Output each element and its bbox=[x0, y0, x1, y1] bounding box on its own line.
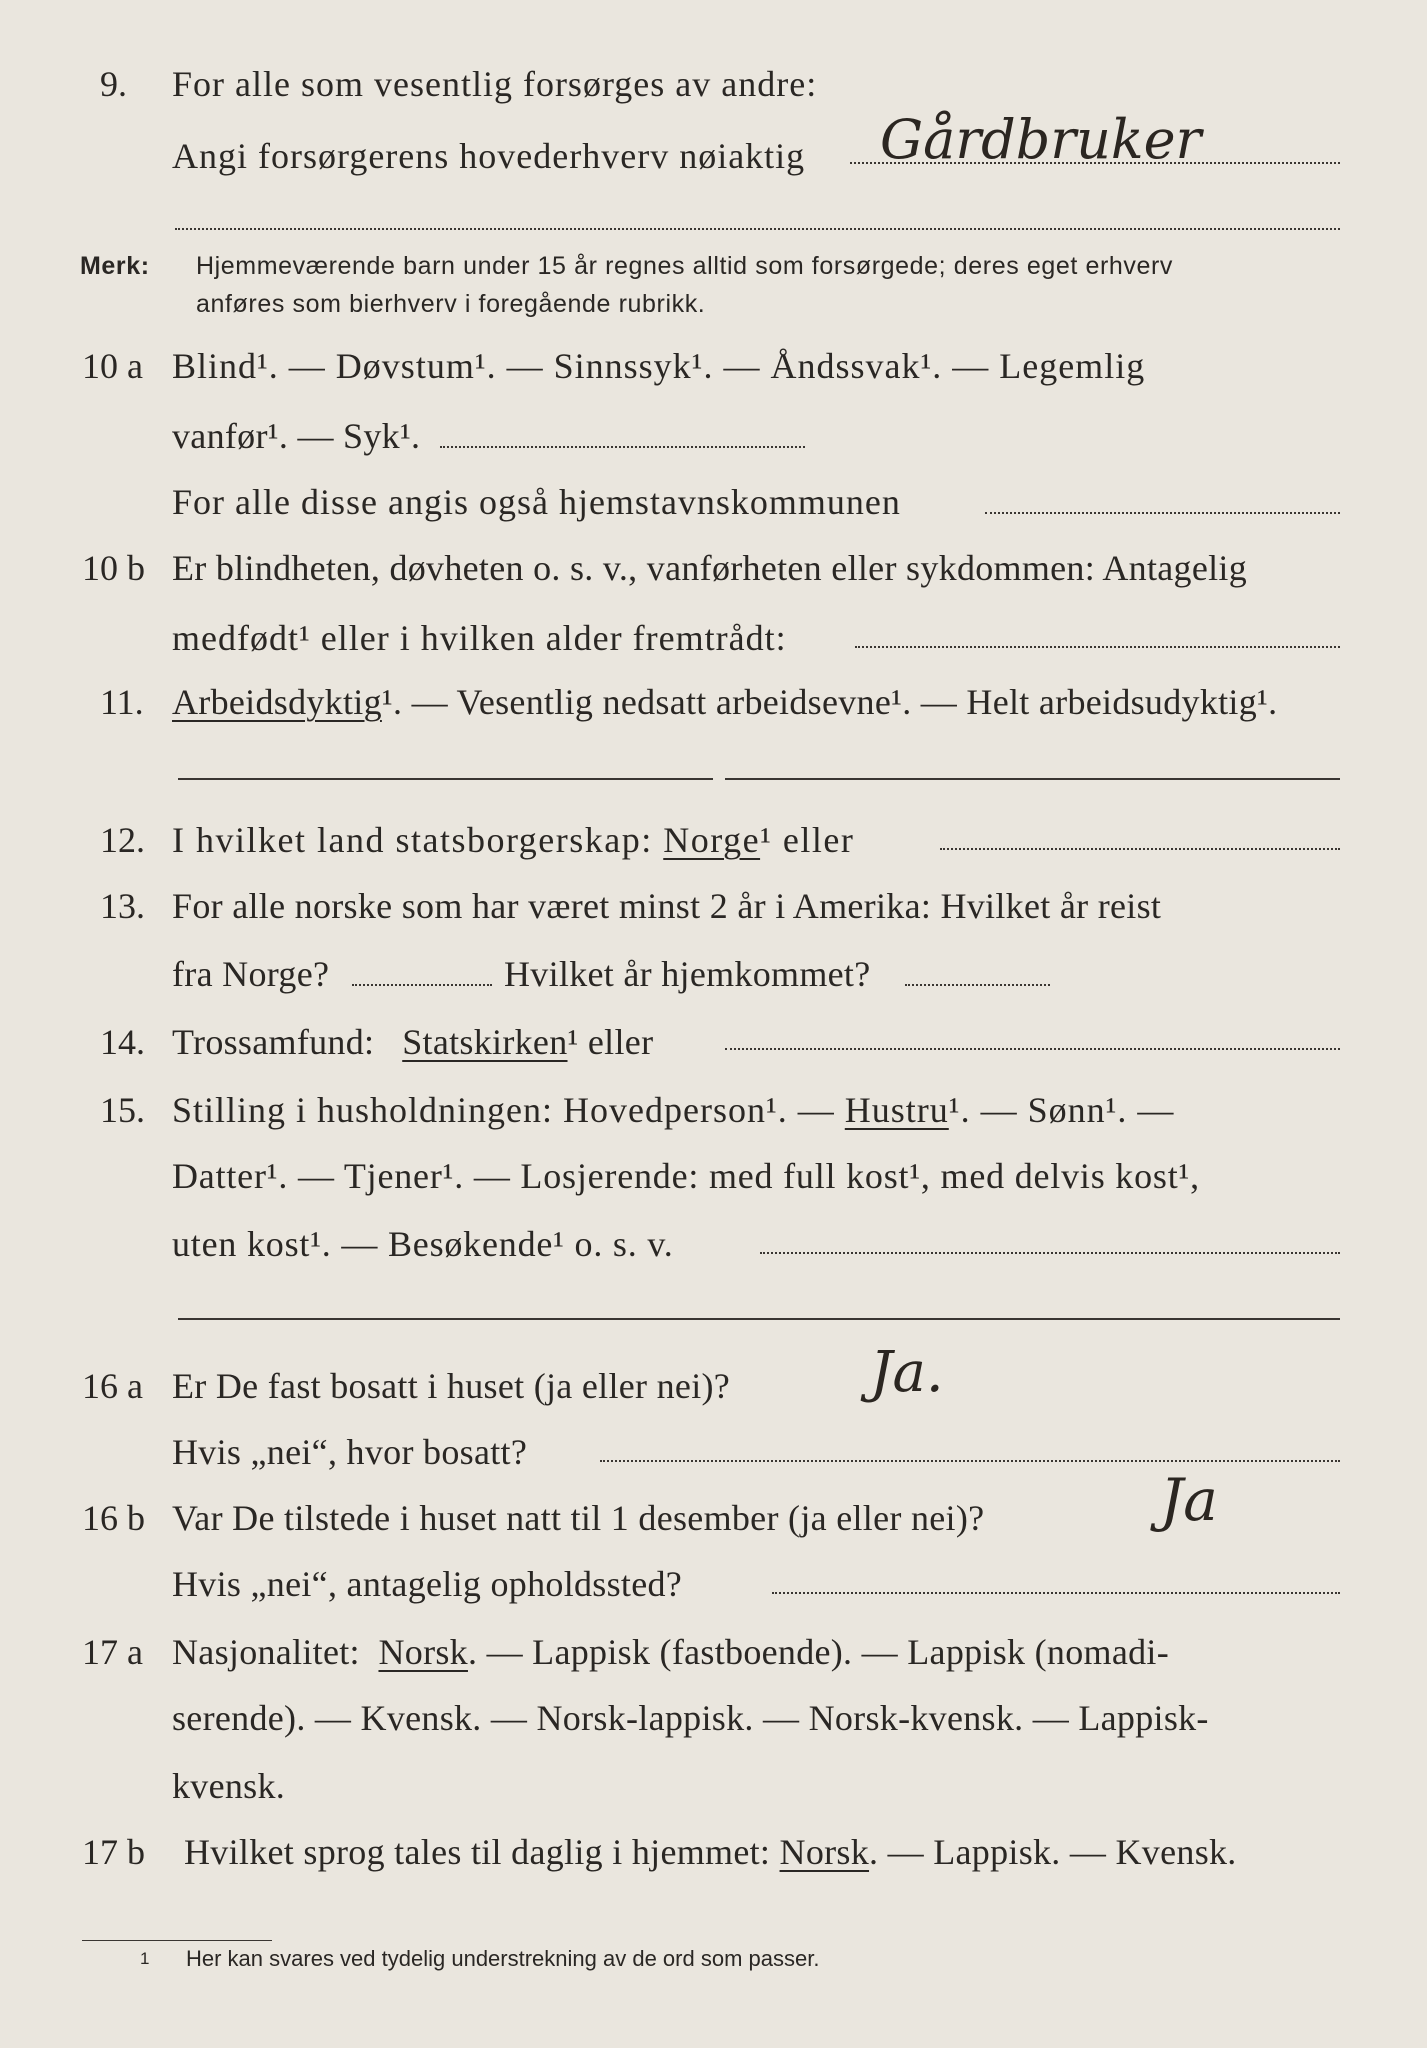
q17b-post: . — Lappisk. — Kvensk. bbox=[869, 1832, 1237, 1872]
q11-rule-right bbox=[725, 778, 1340, 780]
q10b-line2: medfødt¹ eller i hvilken alder fremtrådt: bbox=[172, 618, 787, 658]
q12-blank bbox=[940, 848, 1340, 850]
q17a-pre: Nasjonalitet: bbox=[172, 1632, 360, 1672]
q13-blank-hjemkommet bbox=[905, 984, 1050, 986]
q17a-number: 17 a bbox=[82, 1632, 143, 1672]
q14-text bbox=[172, 1020, 653, 1064]
q13-blank-reist bbox=[352, 984, 492, 986]
q17a-line1rest: . — Lappisk (fastboende). — Lappisk (nomadi- bbox=[467, 1632, 1170, 1672]
footnote-rule bbox=[82, 1940, 272, 1941]
q13-line1: For alle norske som har været minst 2 år i Amerika: Hvilket år reist bbox=[172, 886, 1162, 926]
q15-line2: Datter¹. — Tjener¹. — Losjerende: med full kost¹, med delvis kost¹, bbox=[172, 1156, 1200, 1196]
q14-number: 14. bbox=[100, 1022, 145, 1062]
q16b-number: 16 b bbox=[82, 1498, 145, 1538]
q13-line2a: fra Norge? bbox=[172, 954, 330, 994]
q16b-handwritten-answer: Ja bbox=[1160, 1466, 1218, 1534]
merk-label: Merk: bbox=[80, 252, 150, 280]
q13-line2b: Hvilket år hjemkommet? bbox=[504, 954, 871, 994]
q15-line1b: ¹. — Sønn¹. — bbox=[948, 1090, 1175, 1130]
q15-line1 bbox=[172, 1088, 1174, 1132]
q15-line3: uten kost¹. — Besøkende¹ o. s. v. bbox=[172, 1224, 674, 1264]
q13-number: 13. bbox=[100, 886, 145, 926]
q16a-blank bbox=[600, 1460, 1340, 1462]
q10a-line2-blank bbox=[440, 446, 805, 448]
q12-text bbox=[172, 818, 854, 862]
q15-selected-option: Hustru bbox=[844, 1090, 949, 1130]
q17b-text bbox=[184, 1830, 1237, 1874]
q10b-number: 10 b bbox=[82, 548, 145, 588]
q10a-line2: vanfør¹. — Syk¹. bbox=[172, 416, 421, 456]
q11-text bbox=[172, 680, 1277, 724]
q12-pre: I hvilket land statsborgerskap: bbox=[172, 820, 653, 860]
q16b-line2: Hvis „nei“, antagelig opholdssted? bbox=[172, 1564, 683, 1604]
q10b-line1: Er blindheten, døvheten o. s. v., vanførheten eller sykdommen: Antagelig bbox=[172, 548, 1248, 588]
q17a-line1 bbox=[172, 1630, 1169, 1674]
q10a-line3-blank bbox=[985, 512, 1340, 514]
q15-rule bbox=[178, 1318, 1340, 1320]
q12-selected-option: Norge bbox=[663, 820, 761, 860]
q14-blank bbox=[725, 1048, 1340, 1050]
q17a-selected-option: Norsk bbox=[378, 1632, 468, 1672]
q15-line1a: Stilling i husholdningen: Hovedperson¹. — bbox=[172, 1090, 835, 1130]
q16b-blank bbox=[772, 1592, 1340, 1594]
q14-pre: Trossamfund: bbox=[172, 1022, 375, 1062]
q9-number: 9. bbox=[100, 64, 127, 104]
q16a-line2: Hvis „nei“, hvor bosatt? bbox=[172, 1432, 528, 1472]
q10b-blank bbox=[855, 646, 1340, 648]
q17a-line3: kvensk. bbox=[172, 1766, 286, 1806]
q16a-line1: Er De fast bosatt i huset (ja eller nei)? bbox=[172, 1366, 731, 1406]
q14-post: ¹ eller bbox=[567, 1022, 654, 1062]
q9-line1: For alle som vesentlig forsørges av andre: bbox=[172, 64, 818, 104]
q14-selected-option: Statskirken bbox=[402, 1022, 568, 1062]
q15-number: 15. bbox=[100, 1090, 145, 1130]
q11-rest: ¹. — Vesentlig nedsatt arbeidsevne¹. — Helt arbeidsudyktig¹. bbox=[381, 682, 1278, 722]
q11-rule-left bbox=[178, 778, 713, 780]
merk-line2: anføres som bierhverv i foregående rubrikk. bbox=[196, 290, 706, 318]
q10a-number: 10 a bbox=[82, 346, 143, 386]
footnote-mark: 1 bbox=[140, 1949, 150, 1968]
q17b-number: 17 b bbox=[82, 1832, 145, 1872]
q16a-number: 16 a bbox=[82, 1366, 143, 1406]
q9-line2: Angi forsørgerens hovederhverv nøiaktig bbox=[172, 136, 806, 176]
q11-selected-option: Arbeidsdyktig bbox=[172, 682, 382, 722]
q10a-line1: Blind¹. — Døvstum¹. — Sinnssyk¹. — Åndssvak¹. — Legemlig bbox=[172, 346, 1146, 386]
q12-number: 12. bbox=[100, 820, 145, 860]
q9-continuation-line bbox=[175, 228, 1340, 230]
q17b-pre: Hvilket sprog tales til daglig i hjemmet: bbox=[184, 1832, 771, 1872]
q11-number: 11. bbox=[100, 682, 144, 722]
q15-blank bbox=[760, 1252, 1340, 1254]
q17a-line2: serende). — Kvensk. — Norsk-lappisk. — Norsk-kvensk. — Lappisk- bbox=[172, 1698, 1209, 1738]
q17b-selected-option: Norsk bbox=[779, 1832, 870, 1872]
q10a-line3: For alle disse angis også hjemstavnskommunen bbox=[172, 482, 901, 522]
q9-handwritten-answer: Gårdbruker bbox=[880, 108, 1202, 171]
q12-post: ¹ eller bbox=[760, 820, 855, 860]
merk-line1: Hjemmeværende barn under 15 år regnes alltid som forsørgede; deres eget erhverv bbox=[196, 252, 1174, 280]
q16a-handwritten-answer: Ja. bbox=[870, 1340, 944, 1405]
footnote-text: Her kan svares ved tydelig understrekning av de ord som passer. bbox=[186, 1946, 820, 1971]
q16b-line1: Var De tilstede i huset natt til 1 desember (ja eller nei)? bbox=[172, 1498, 985, 1538]
